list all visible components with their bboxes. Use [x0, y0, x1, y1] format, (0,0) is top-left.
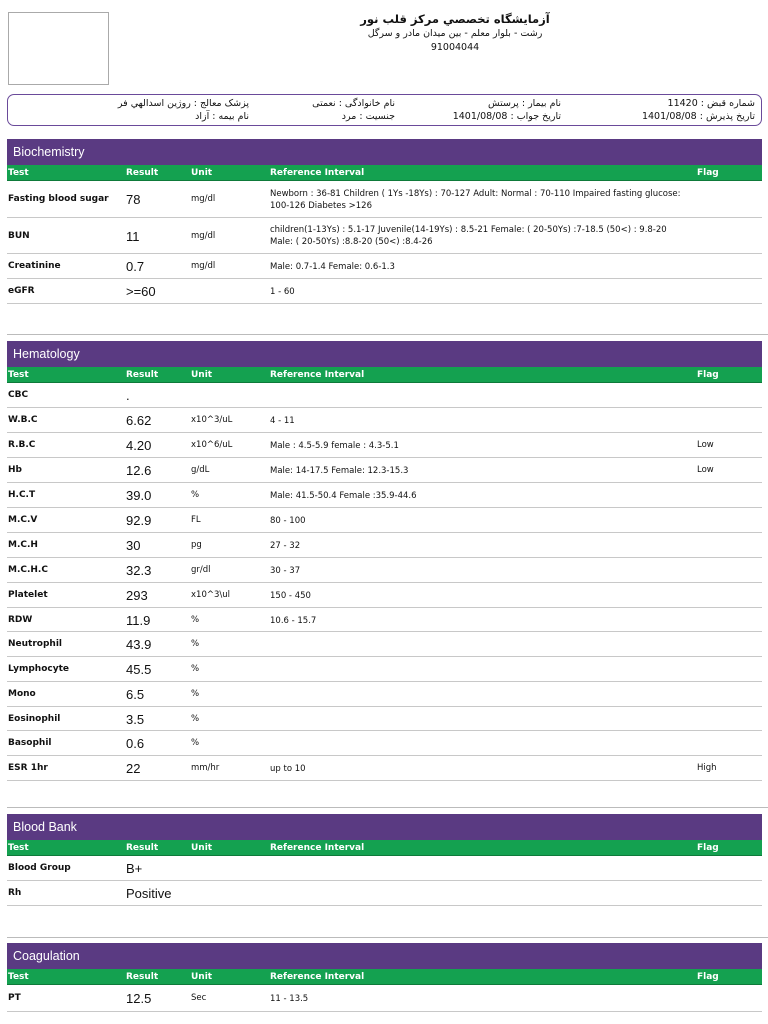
cell-result: 11 — [126, 228, 140, 244]
column-header-row — [7, 840, 762, 856]
table-row — [7, 608, 762, 632]
cell-test: Neutrophil — [8, 639, 62, 649]
lab-header — [305, 12, 605, 54]
table-row — [7, 533, 762, 558]
cell-result: Positive — [126, 886, 172, 901]
admission-date: تاریخ پذیرش : 1401/08/08 — [641, 111, 755, 122]
column-header-result: Result — [126, 168, 159, 178]
cell-ref: 4 - 11 — [270, 416, 295, 426]
table-row — [7, 279, 762, 304]
cell-result: 43.9 — [126, 637, 152, 652]
column-header-row — [7, 165, 762, 181]
cell-result: B+ — [126, 861, 143, 876]
insurance-name: نام بیمه : آزاد — [195, 111, 249, 122]
cell-ref: Male: 14-17.5 Female: 12.3-15.3 — [270, 466, 409, 476]
cell-result: 39.0 — [126, 488, 152, 503]
column-header-unit: Unit — [191, 972, 213, 982]
cell-result: 92.9 — [126, 513, 152, 528]
cell-result: 6.62 — [126, 413, 152, 428]
cell-unit: mg/dl — [191, 230, 216, 241]
cell-test: M.C.V — [8, 515, 38, 525]
cell-test: Mono — [8, 689, 36, 699]
table-row — [7, 985, 762, 1012]
table-row — [7, 254, 762, 279]
cell-result: 12.6 — [126, 463, 152, 478]
cell-unit: mm/hr — [191, 763, 220, 773]
lab-logo-placeholder — [8, 12, 109, 85]
cell-test: CBC — [8, 390, 29, 400]
column-header-result: Result — [126, 972, 159, 982]
column-header-result: Result — [126, 843, 159, 853]
cell-result: 12.5 — [126, 991, 152, 1006]
cell-unit: pg — [191, 540, 202, 550]
cell-test: Rh — [8, 888, 22, 898]
cell-test: PT — [8, 993, 21, 1003]
column-header-ref: Reference Interval — [270, 168, 365, 178]
cell-unit: FL — [191, 515, 201, 525]
cell-unit: x10^3\ul — [191, 590, 230, 600]
column-header-unit: Unit — [191, 168, 213, 178]
cell-result: 4.20 — [126, 438, 152, 453]
cell-unit: % — [191, 689, 200, 699]
cell-unit: gr/dl — [191, 565, 211, 575]
cell-result: 293 — [126, 588, 148, 603]
cell-flag: High — [697, 763, 717, 773]
cell-ref: 10.6 - 15.7 — [270, 615, 317, 626]
column-header-test: Test — [8, 168, 29, 178]
cell-unit: x10^6/uL — [191, 440, 233, 450]
table-row — [7, 483, 762, 508]
table-row — [7, 181, 762, 218]
cell-result: >=60 — [126, 284, 156, 299]
cell-unit: mg/dl — [191, 261, 216, 271]
column-header-flag: Flag — [697, 370, 719, 380]
column-header-ref: Reference Interval — [270, 370, 365, 380]
table-row — [7, 856, 762, 881]
section-1 — [7, 341, 762, 781]
cell-ref: 150 - 450 — [270, 591, 311, 601]
cell-result: 6.5 — [126, 687, 145, 702]
column-header-row — [7, 367, 762, 383]
cell-test: Basophil — [8, 738, 52, 748]
lab-address: رشت - بلوار معلم - بين ميدان مادر و سرگل — [367, 28, 543, 39]
table-row — [7, 458, 762, 483]
table-row — [7, 408, 762, 433]
section-divider — [7, 937, 768, 938]
table-row — [7, 218, 762, 254]
column-header-unit: Unit — [191, 843, 213, 853]
cell-test: RDW — [8, 614, 33, 625]
cell-ref: 30 - 37 — [270, 566, 301, 576]
cell-test: W.B.C — [8, 415, 38, 425]
column-header-test: Test — [8, 370, 29, 380]
cell-test: Creatinine — [8, 261, 61, 271]
column-header-flag: Flag — [697, 972, 719, 982]
cell-result: . — [126, 388, 130, 403]
cell-result: 0.7 — [126, 259, 145, 274]
cell-result: 45.5 — [126, 662, 152, 677]
table-row — [7, 558, 762, 583]
cell-test: Eosinophil — [8, 713, 61, 724]
cell-test: M.C.H.C — [8, 565, 48, 575]
column-header-flag: Flag — [697, 843, 719, 853]
cell-unit: % — [191, 664, 200, 674]
receipt-number: شماره قبض : 11420 — [667, 98, 755, 109]
cell-ref: Newborn : 36-81 Children ( 1Ys -18Ys) : 70-127 Adult: Normal : 70-110 Impaired fasting glucose: 100-126 Diabetes >126 — [270, 188, 681, 211]
table-row — [7, 632, 762, 657]
cell-result: 22 — [126, 761, 141, 776]
cell-result: 3.5 — [126, 711, 145, 727]
cell-ref: up to 10 — [270, 764, 306, 774]
column-header-ref: Reference Interval — [270, 972, 365, 982]
cell-test: BUN — [8, 230, 30, 241]
cell-result: 32.3 — [126, 563, 152, 578]
gender: جنسیت : مرد — [341, 111, 395, 122]
cell-unit: % — [191, 713, 200, 724]
column-header-test: Test — [8, 843, 29, 853]
patient-name: نام بیمار : پرستش — [488, 98, 561, 109]
column-header-ref: Reference Interval — [270, 843, 365, 853]
section-title: Hematology — [7, 341, 762, 367]
table-row — [7, 583, 762, 608]
section-0 — [7, 139, 762, 304]
table-row — [7, 707, 762, 731]
cell-test: Lymphocyte — [8, 664, 70, 674]
section-title: Biochemistry — [7, 139, 762, 165]
cell-test: R.B.C — [8, 440, 36, 450]
column-header-result: Result — [126, 370, 159, 380]
cell-test: Blood Group — [8, 863, 71, 873]
cell-result: 30 — [126, 538, 141, 553]
cell-test: Platelet — [8, 590, 48, 600]
cell-test: M.C.H — [8, 540, 38, 550]
cell-ref: Male : 4.5-5.9 female : 4.3-5.1 — [270, 441, 399, 451]
section-title: Blood Bank — [7, 814, 762, 840]
cell-unit: mg/dl — [191, 194, 216, 204]
column-header-row — [7, 969, 762, 985]
cell-test: H.C.T — [8, 490, 36, 500]
cell-result: 11.9 — [126, 612, 151, 628]
cell-test: Fasting blood sugar — [8, 194, 109, 204]
cell-ref: Male: 0.7-1.4 Female: 0.6-1.3 — [270, 262, 395, 272]
cell-ref: children(1-13Ys) : 5.1-17 Juvenile(14-19Ys) : 8.5-21 Female: ( 20-50Ys) :7-18.5 (50<) : 9.8-20 Male: ( 20-50Ys) :8.8-20 (50<) :8.4-26 — [270, 225, 667, 247]
cell-test: Hb — [8, 465, 22, 475]
cell-ref: 80 - 100 — [270, 516, 306, 526]
lab-name: آزمایشگاه تخصصي مرکز قلب نور — [360, 12, 550, 26]
cell-ref: 11 - 13.5 — [270, 994, 309, 1004]
table-row — [7, 383, 762, 408]
section-divider — [7, 807, 768, 808]
lab-phone: 91004044 — [430, 42, 480, 53]
table-row — [7, 433, 762, 458]
cell-test: ESR 1hr — [8, 763, 48, 773]
cell-ref: 1 - 60 — [270, 287, 295, 297]
cell-unit: % — [191, 614, 200, 625]
section-title: Coagulation — [7, 943, 762, 969]
referring-doctor: پزشک معالج : روژین اسدالهي فر — [117, 98, 249, 109]
table-row — [7, 881, 762, 906]
section-3 — [7, 943, 762, 1012]
section-divider — [7, 334, 768, 335]
cell-unit: Sec — [191, 993, 207, 1003]
cell-ref: Male: 41.5-50.4 Female :35.9-44.6 — [270, 491, 417, 501]
table-row — [7, 756, 762, 781]
cell-unit: % — [191, 639, 200, 649]
section-2 — [7, 814, 762, 906]
table-row — [7, 508, 762, 533]
cell-unit: % — [191, 490, 200, 500]
cell-flag: Low — [697, 440, 714, 450]
cell-test: eGFR — [8, 286, 35, 296]
answer-date: تاریخ جواب : 1401/08/08 — [452, 111, 561, 122]
column-header-flag: Flag — [697, 168, 719, 178]
cell-flag: Low — [697, 465, 714, 475]
family-name: نام خانوادگی : نعمتی — [312, 98, 395, 109]
table-row — [7, 657, 762, 682]
table-row — [7, 682, 762, 707]
column-header-unit: Unit — [191, 370, 213, 380]
cell-ref: 27 - 32 — [270, 541, 301, 551]
cell-unit: x10^3/uL — [191, 415, 233, 425]
patient-info-box — [7, 94, 762, 126]
cell-result: 0.6 — [126, 736, 145, 751]
column-header-test: Test — [8, 972, 29, 982]
cell-unit: g/dL — [191, 465, 210, 475]
table-row — [7, 731, 762, 756]
cell-unit: % — [191, 738, 200, 748]
cell-result: 78 — [126, 192, 141, 207]
